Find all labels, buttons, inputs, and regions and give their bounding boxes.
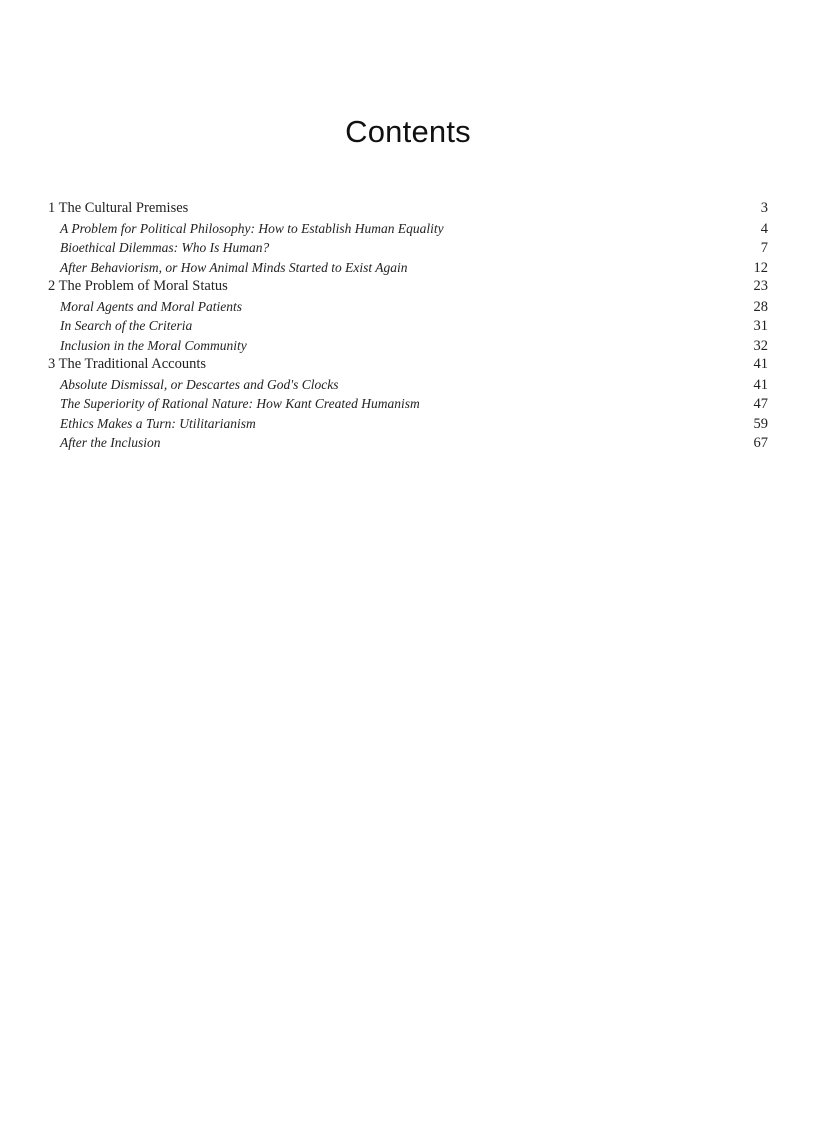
- toc-entry-label: Absolute Dismissal, or Descartes and God's Clocks: [60, 376, 339, 392]
- toc-entry-label: Bioethical Dilemmas: Who Is Human?: [60, 240, 270, 255]
- toc-chapter-row[interactable]: [48, 355, 768, 375]
- toc-page-number: 41: [753, 376, 768, 393]
- toc-page-number: 47: [753, 396, 768, 412]
- toc-page-number: 23: [753, 278, 768, 294]
- toc-section-row[interactable]: [48, 258, 768, 278]
- toc-page-number: 41: [753, 356, 768, 372]
- toc-entry-label: After the Inclusion: [60, 435, 161, 450]
- toc-entry-label: Moral Agents and Moral Patients: [60, 298, 242, 314]
- toc-entry-label: In Search of the Criteria: [60, 318, 193, 333]
- toc-entry-label: A Problem for Political Philosophy: How to Establish Human Equality: [60, 220, 444, 236]
- toc-section-row[interactable]: [48, 297, 768, 317]
- toc-page-number: 67: [753, 435, 768, 451]
- toc-entry-label: 3 The Traditional Accounts: [48, 356, 207, 372]
- toc-entry-label: After Behaviorism, or How Animal Minds Started to Exist Again: [60, 259, 408, 275]
- toc-chapter-row[interactable]: [48, 199, 768, 219]
- toc-entry-label: 2 The Problem of Moral Status: [48, 278, 228, 294]
- toc-entry-label: 1 The Cultural Premises: [48, 200, 189, 216]
- table-of-contents: [48, 199, 768, 453]
- toc-entry-label: Ethics Makes a Turn: Utilitarianism: [60, 415, 256, 431]
- toc-section-row[interactable]: [48, 316, 768, 336]
- toc-page-number: 32: [753, 337, 768, 354]
- toc-section-row[interactable]: [48, 336, 768, 356]
- toc-page-number: 12: [753, 259, 768, 276]
- toc-page-number: 31: [753, 318, 768, 334]
- toc-section-row[interactable]: [48, 238, 768, 258]
- toc-section-row[interactable]: [48, 414, 768, 434]
- toc-entry-label: The Superiority of Rational Nature: How Kant Created Humanism: [60, 396, 420, 411]
- toc-section-row[interactable]: [48, 394, 768, 414]
- toc-entry-label: Inclusion in the Moral Community: [60, 337, 247, 353]
- toc-section-row[interactable]: [48, 375, 768, 395]
- toc-section-row[interactable]: [48, 433, 768, 453]
- toc-section-row[interactable]: [48, 219, 768, 239]
- toc-chapter-row[interactable]: [48, 277, 768, 297]
- page-title: Contents: [345, 114, 471, 149]
- toc-page-number: 7: [760, 240, 768, 256]
- toc-page-number: 3: [760, 200, 768, 216]
- toc-page-number: 59: [753, 415, 768, 432]
- toc-page-number: 4: [760, 220, 768, 237]
- toc-page-number: 28: [753, 298, 768, 315]
